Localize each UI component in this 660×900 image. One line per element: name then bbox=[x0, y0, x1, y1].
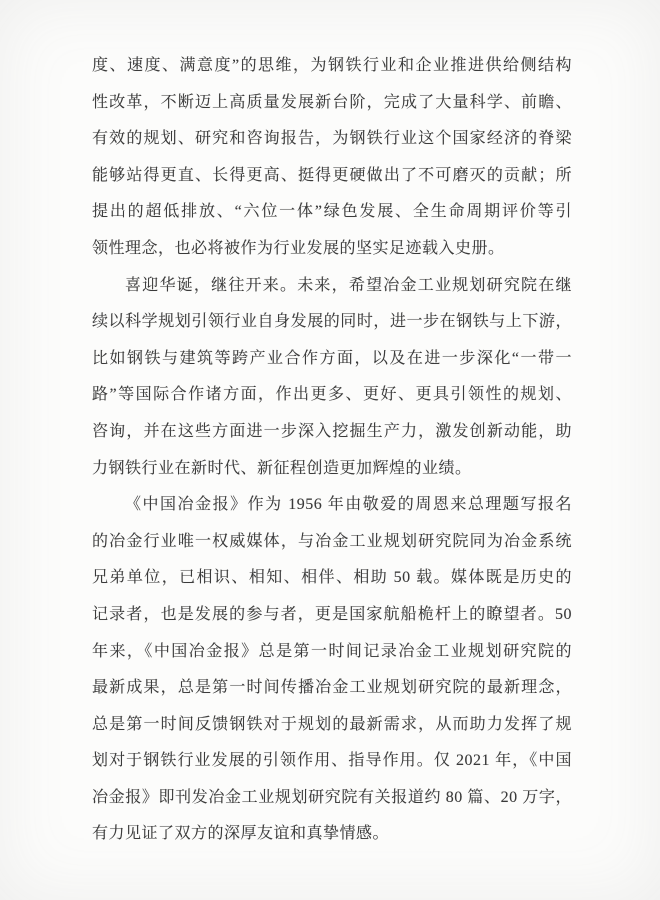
document-line: 度、速度、满意度”的思维，为钢铁行业和企业推进供给侧结构 bbox=[92, 57, 572, 74]
document-line: 续以科学规划引领行业自身发展的同时，进一步在钢铁与上下游， bbox=[92, 313, 572, 331]
document-line: 路”等国际合作诸方面，作出更多、更好、更具引领性的规划、 bbox=[92, 386, 572, 404]
document-line: 领性理念，也必将被作为行业发展的坚实足迹载入史册。 bbox=[92, 239, 505, 257]
document-line: 划对于钢铁行业发展的引领作用、指导作用。仅 2021 年，《中国 bbox=[92, 752, 572, 770]
document-line: 年来，《中国冶金报》总是第一时间记录冶金工业规划研究院的 bbox=[92, 642, 572, 660]
document-line: 喜迎华诞，继往开来。未来，希望冶金工业规划研究院在继 bbox=[125, 276, 572, 294]
document-line: 兄弟单位，已相识、相知、相伴、相助 50 载。媒体既是历史的 bbox=[92, 569, 572, 587]
document-line: 比如钢铁与建筑等跨产业合作方面，以及在进一步深化“一带一 bbox=[92, 349, 572, 367]
paragraph bbox=[92, 48, 572, 268]
document-line: 《中国冶金报》作为 1956 年由敬爱的周恩来总理题写报名 bbox=[125, 496, 572, 514]
document-line: 能够站得更直、长得更高、挺得更硬做出了不可磨灭的贡献；所 bbox=[92, 166, 572, 184]
document-line: 的冶金行业唯一权威媒体，与冶金工业规划研究院同为冶金系统 bbox=[92, 532, 572, 550]
document-line: 提出的超低排放、“六位一体”绿色发展、全生命周期评价等引 bbox=[92, 203, 572, 221]
document-line: 最新成果，总是第一时间传播冶金工业规划研究院的最新理念， bbox=[92, 679, 572, 697]
document-body bbox=[92, 48, 572, 853]
document-line: 总是第一时间反馈钢铁对于规划的最新需求，从而助力发挥了规 bbox=[92, 715, 572, 733]
document-line: 记录者，也是发展的参与者，更是国家航船桅杆上的瞭望者。50 bbox=[92, 605, 572, 623]
paragraph bbox=[92, 487, 572, 853]
paragraph bbox=[92, 268, 572, 488]
document-line: 有效的规划、研究和咨询报告，为钢铁行业这个国家经济的脊梁 bbox=[92, 130, 572, 148]
document-line: 咨询，并在这些方面进一步深入挖掘生产力，激发创新动能，助 bbox=[92, 422, 572, 440]
document-line: 有力见证了双方的深厚友谊和真挚情感。 bbox=[92, 825, 390, 843]
document-line: 性改革，不断迈上高质量发展新台阶，完成了大量科学、前瞻、 bbox=[92, 93, 572, 111]
document-line: 冶金报》即刊发冶金工业规划研究院有关报道约 80 篇、20 万字， bbox=[92, 788, 572, 806]
document-line: 力钢铁行业在新时代、新征程创造更加辉煌的业绩。 bbox=[92, 459, 472, 477]
